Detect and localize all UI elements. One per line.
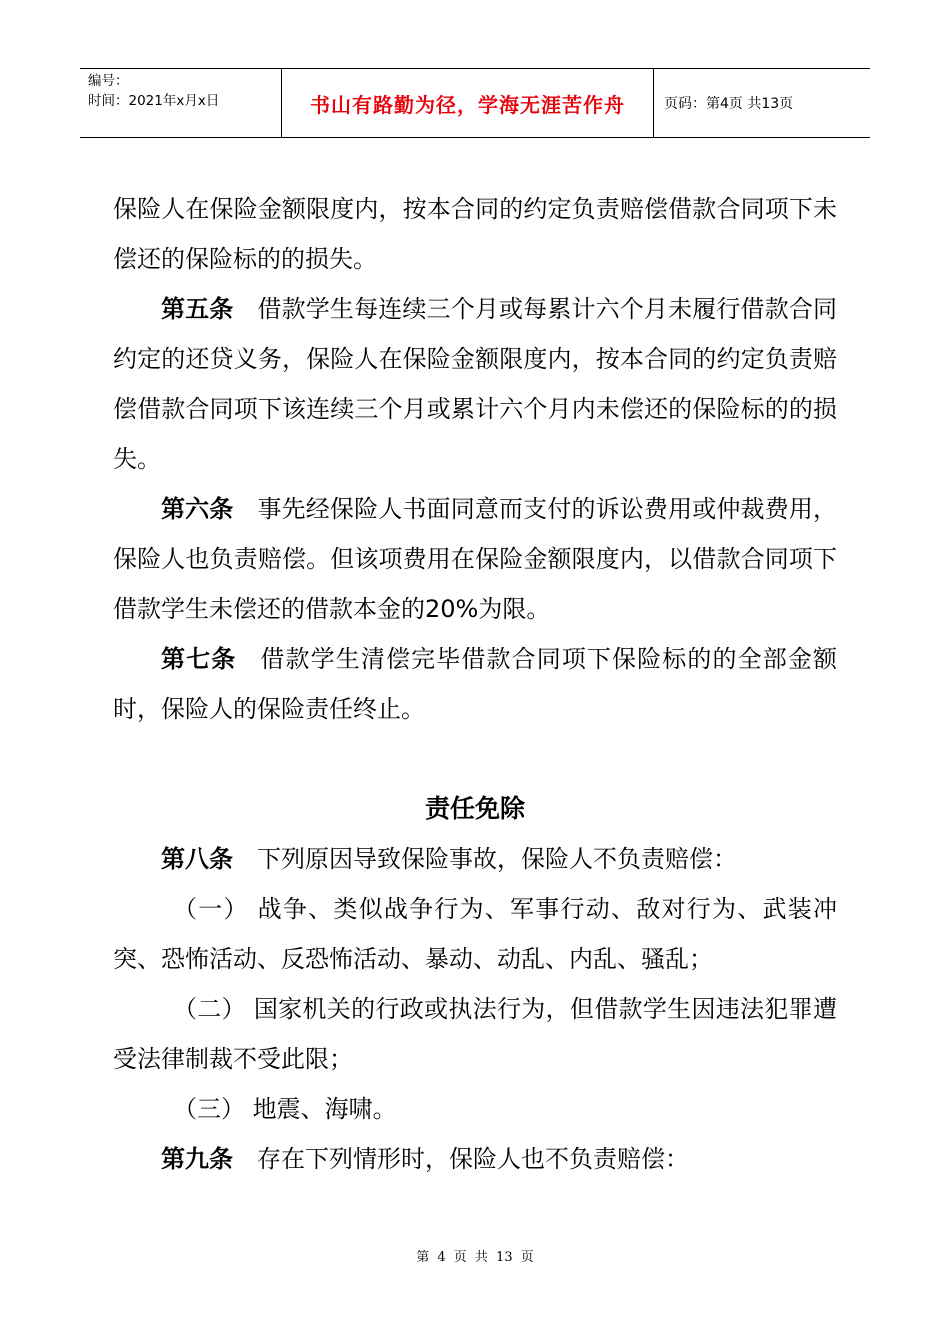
list-item: （一） 战争、类似战争行为、军事行动、敌对行为、武装冲突、恐怖活动、反恐怖活动、暴动、动乱、内乱、骚乱；	[113, 895, 837, 973]
article-label: 第七条	[161, 645, 237, 673]
article-label: 第五条	[161, 295, 234, 323]
paragraph-continuation	[113, 184, 837, 284]
header-motto: 书山有路勤为径，学海无涯苦作舟	[310, 92, 625, 117]
article-label: 第六条	[161, 495, 234, 523]
article-text: 存在下列情形时，保险人也不负责赔偿：	[257, 1145, 689, 1173]
header-motto-cell	[282, 69, 654, 137]
article-label: 第九条	[161, 1145, 233, 1173]
article-label: 第八条	[161, 845, 233, 873]
page-footer: 第 4 页 共 13 页	[416, 1250, 534, 1265]
header-page-info: 页码：第4页 共13页	[664, 96, 794, 112]
article-6	[113, 484, 837, 634]
list-item: （三） 地震、海啸。	[173, 1095, 397, 1123]
section-title: 责任免除	[424, 794, 525, 823]
page-header	[80, 68, 870, 138]
article-text: 借款学生每连续三个月或每累计六个月未履行借款合同约定的还贷义务，保险人在保险金额限度内，按本合同的约定负责赔偿借款合同项下该连续三个月或累计六个月内未偿还的保险标的的损失。	[113, 295, 838, 473]
article-5	[113, 284, 837, 484]
document-body	[113, 184, 837, 1184]
article-text: 借款学生清偿完毕借款合同项下保险标的的全部金额时，保险人的保险责任终止。	[113, 645, 838, 723]
article-7	[113, 634, 837, 734]
document-number-label: 编号：	[88, 73, 129, 89]
header-meta	[80, 69, 282, 137]
article-text: 事先经保险人书面同意而支付的诉讼费用或仲裁费用，保险人也负责赔偿。但该项费用在保险金额限度内，以借款合同项下借款学生未偿还的借款本金的20%为限。	[113, 495, 838, 623]
document-time-label: 时间：2021年x月x日	[88, 93, 220, 109]
paragraph-text: 保险人在保险金额限度内，按本合同的约定负责赔偿借款合同项下未偿还的保险标的的损失。	[113, 195, 837, 273]
article-text: 下列原因导致保险事故，保险人不负责赔偿：	[257, 845, 737, 873]
article-9	[113, 1134, 837, 1184]
list-item: （二） 国家机关的行政或执法行为，但借款学生因违法犯罪遭受法律制裁不受此限；	[113, 995, 837, 1073]
article-8	[113, 834, 837, 884]
